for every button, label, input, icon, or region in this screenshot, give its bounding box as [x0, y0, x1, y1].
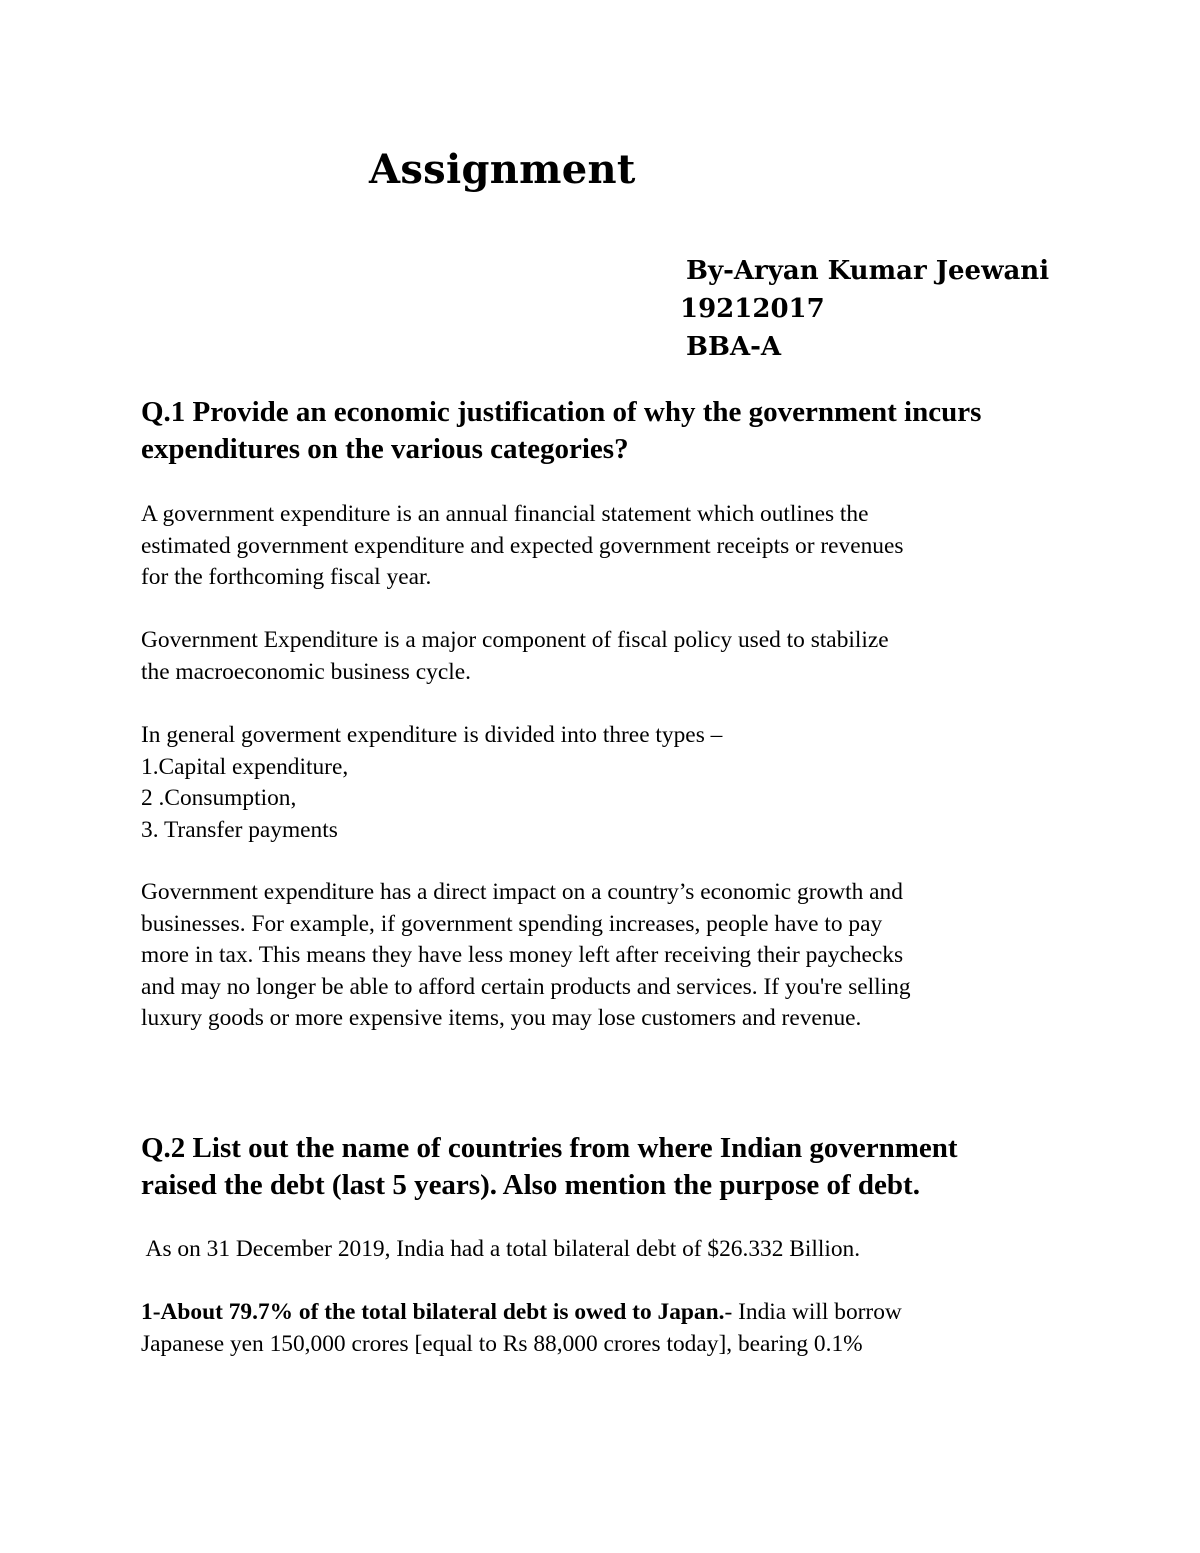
paragraph-line: As on 31 December 2019, India had a total bilateral debt of $26.332 Billion.	[141, 1236, 861, 1262]
question-2-heading-line: Q.2 List out the name of countries from where Indian government	[141, 1132, 958, 1164]
paragraph-line: more in tax. This means they have less money left after receiving their paychecks	[141, 942, 904, 968]
q1-paragraph-fiscal-policy	[141, 625, 1061, 688]
roll-number: 19212017	[680, 294, 825, 324]
list-item: 1.Capital expenditure,	[141, 753, 349, 780]
paragraph-line: for the forthcoming fiscal year.	[141, 564, 432, 590]
paragraph-line: the macroeconomic business cycle.	[141, 658, 471, 685]
question-2-heading-line: raised the debt (last 5 years). Also mention the purpose of debt.	[141, 1169, 920, 1201]
paragraph-line: businesses. For example, if government spending increases, people have to pay	[141, 910, 883, 937]
q2-paragraph-japan	[141, 1297, 1061, 1360]
class-section: BBA-A	[686, 332, 782, 362]
question-1-heading-line: Q.1 Provide an economic justification of why the government incurs	[141, 396, 982, 428]
list-item: 2 .Consumption,	[141, 785, 297, 811]
paragraph-line: Government Expenditure is a major component of fiscal policy used to stabilize	[141, 627, 889, 653]
japan-debt-highlight: 1-About 79.7% of the total bilateral debt is owed to Japan.	[141, 1299, 725, 1325]
question-2-heading	[141, 1130, 1081, 1204]
paragraph-line: Government expenditure has a direct impact on a country’s economic growth and	[141, 879, 903, 905]
question-1-heading	[141, 394, 1081, 468]
q1-expenditure-types-list	[141, 720, 1061, 846]
q1-paragraph-impact	[141, 877, 1061, 1035]
paragraph-line: estimated government expenditure and expected government receipts or revenues	[141, 532, 904, 559]
document-title: Assignment	[369, 146, 636, 193]
paragraph-line: A government expenditure is an annual financial statement which outlines the	[141, 501, 869, 527]
paragraph-line: and may no longer be able to afford certain products and services. If you're selling	[141, 973, 911, 1000]
q1-paragraph-definition	[141, 499, 1061, 594]
japan-debt-text: - India will borrow	[724, 1299, 902, 1325]
q2-paragraph-bilateral-debt	[141, 1234, 1061, 1266]
list-item: 3. Transfer payments	[141, 816, 338, 843]
paragraph-line: Japanese yen 150,000 crores [equal to Rs 88,000 crores today], bearing 0.1%	[141, 1330, 863, 1357]
list-intro: In general goverment expenditure is divided into three types –	[141, 722, 723, 748]
paragraph-line	[141, 1297, 1061, 1329]
author-name: By-Aryan Kumar Jeewani	[686, 256, 1050, 286]
question-1-heading-line: expenditures on the various categories?	[141, 433, 629, 465]
paragraph-line: luxury goods or more expensive items, you may lose customers and revenue.	[141, 1005, 862, 1031]
